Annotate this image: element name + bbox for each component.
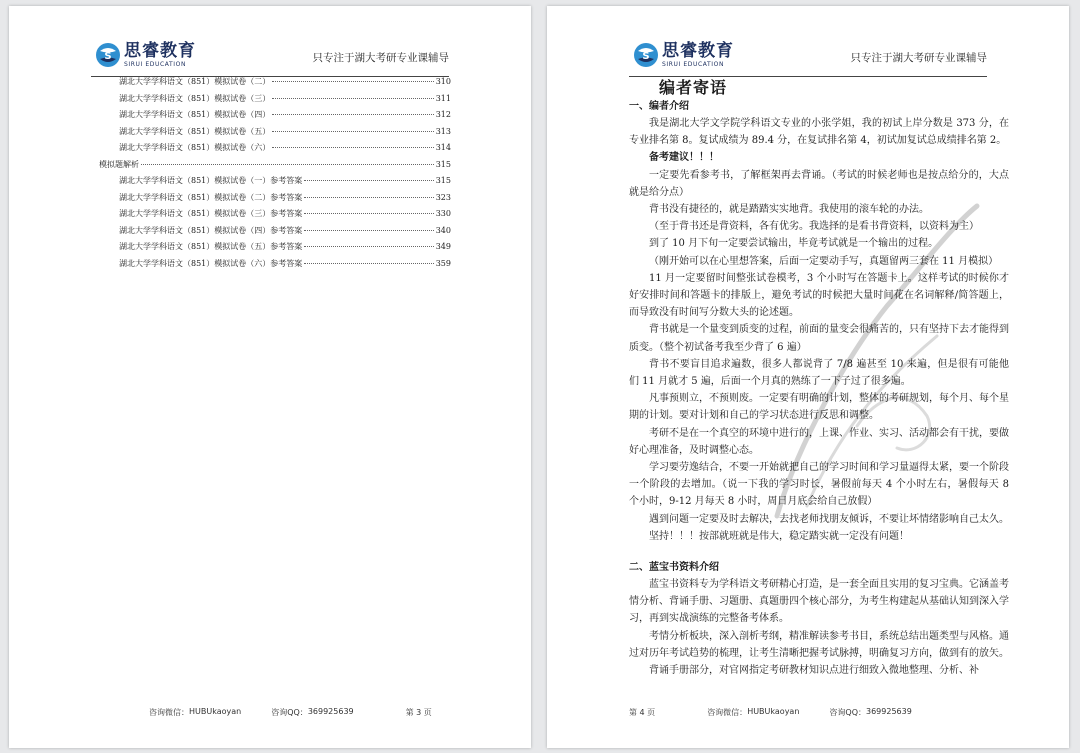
- intro-paragraph: 我是湖北大学文学院学科语文专业的小张学姐，我的初试上岸分数是 373 分，在专业排名第 8。复试成绩为 89.4 分，在复试排名第 4，初试加复试总成绩排名第 2。: [629, 118, 1009, 147]
- toc-entry[interactable]: [119, 258, 451, 269]
- toc-entry-page: 312: [435, 110, 451, 119]
- toc-entry[interactable]: [119, 175, 451, 186]
- footer-page-number: 第 4 页: [629, 708, 656, 717]
- paragraph: 11 月一定要留时间整张试卷模考，3 个小时写在答题卡上。这样考试的时候你才好安排时间和答题卡的排版上，避免考试的时候把大量时间花在名词解释/简答题上，而导致没有时间写分数大头的论述题。: [629, 272, 1009, 319]
- paragraph: 学习要劳逸结合，不要一开始就把自己的学习时间和学习量逼得太紧，要一个阶段一个阶段的去增加。（说一下我的学习时长，暑假前每天 4 个小时左右，暑假每天 8 个小时，9-12 月每天 8 小时，周日月底会给自己放假）: [629, 462, 1009, 508]
- toc-entry-page: 311: [435, 93, 451, 103]
- toc-entry[interactable]: [119, 241, 451, 252]
- toc-entry[interactable]: [119, 208, 451, 219]
- paragraph: 坚持！！！按部就班就是伟大，稳定踏实就一定没有问题！: [649, 530, 909, 542]
- toc-entry-page: 323: [435, 192, 451, 202]
- section-heading: 一、编者介绍: [629, 101, 689, 112]
- toc-entry-page: 314: [435, 143, 451, 152]
- toc-entry-page: 330: [435, 209, 451, 218]
- footer-qq: 369925639: [866, 707, 912, 716]
- paragraph: 考情分析板块，深入剖析考纲，精准解读参考书目，系统总结出题类型与风格。通过对历年考试趋势的梳理，让考生清晰把握考试脉搏，明确复习方向，做到有的放矢。: [629, 630, 1009, 659]
- toc-entry-title: 湖北大学学科语文（851）模拟试卷（四）: [119, 110, 271, 119]
- toc-entry[interactable]: [119, 192, 451, 203]
- logo-english-text: SIRUI EDUCATION: [662, 60, 725, 68]
- paragraph: （刚开始可以在心里想答案，后面一定要动手写，真题留两三套在 11 月模拟）: [649, 255, 999, 267]
- toc-entry[interactable]: [119, 126, 451, 137]
- toc-entry-title: 湖北大学学科语文（851）模拟试卷（四）参考答案: [119, 225, 303, 235]
- toc-entry-title: 湖北大学学科语文（851）模拟试卷（六）: [119, 143, 271, 152]
- toc-entry-title: 湖北大学学科语文（851）模拟试卷（三）参考答案: [119, 209, 303, 218]
- svg-text:S: S: [104, 51, 112, 62]
- document-page-4: [547, 6, 1069, 748]
- toc-entry[interactable]: [119, 142, 451, 153]
- toc-section-entry[interactable]: [99, 159, 451, 170]
- toc-entry-page: 359: [435, 258, 451, 268]
- header-slogan: 只专注于湖大考研专业课辅导: [312, 52, 449, 64]
- section-heading: 二、蓝宝书资料介绍: [629, 562, 719, 574]
- page-footer: [629, 703, 912, 718]
- footer-qq-label: 咨询QQ：: [271, 708, 308, 717]
- footer-wechat-label: 咨询微信：: [707, 708, 748, 717]
- toc-entry-title: 湖北大学学科语文（851）模拟试卷（一）参考答案: [119, 176, 303, 185]
- toc-entry-page: 315: [435, 159, 451, 169]
- paragraph: 背书不要盲目追求遍数，很多人都说背了 7/8 遍甚至 10 来遍，但是很有可能他们 11 月就才 5 遍，后面一个月真的熟练了一下子过了很多遍。: [629, 358, 1009, 388]
- toc-entry-page: 313: [435, 126, 451, 136]
- toc-entry-page: 310: [435, 77, 451, 86]
- paragraph: 蓝宝书资料专为学科语文考研精心打造，是一套全面且实用的复习宝典。它涵盖考情分析、背诵手册、习题册、真题册四个核心部分，为考生构建起从基础认知到深入学习，再到实战演练的完整备考体系。: [629, 579, 1009, 625]
- header-slogan: 只专注于湖大考研专业课辅导: [850, 52, 987, 64]
- paragraph: 到了 10 月下旬一定要尝试输出，毕竟考试就是一个输出的过程。: [649, 238, 939, 250]
- toc-entry[interactable]: [119, 93, 451, 104]
- toc-entry-page: 315: [435, 176, 451, 185]
- paragraph: 凡事预则立，不预则废。一定要有明确的计划，整体的考研规划，每个月、每个星期的计划。要对计划和自己的学习状态进行反思和调整。: [629, 393, 1009, 422]
- footer-page-number: 第 3 页: [405, 708, 432, 717]
- toc-entry-title: 湖北大学学科语文（851）模拟试卷（二）: [119, 77, 271, 86]
- sirui-logo-icon: [633, 42, 659, 68]
- toc-entry-page: 349: [435, 242, 451, 251]
- footer-wechat-label: 咨询微信：: [149, 708, 189, 717]
- brand-logo: [633, 42, 734, 68]
- footer-qq: 369925639: [307, 707, 354, 716]
- paragraph: 一定要先看参考书，了解框架再去背诵。（考试的时候老师也是按点给分的，大点就是给分点）: [629, 169, 1009, 198]
- page-content: [629, 76, 1009, 679]
- toc-entry-title: 湖北大学学科语文（851）模拟试卷（六）参考答案: [119, 258, 303, 268]
- footer-wechat: HUBUkaoyan: [747, 707, 800, 716]
- toc-entry-title: 湖北大学学科语文（851）模拟试卷（五）参考答案: [119, 242, 303, 251]
- page-header: [629, 42, 987, 77]
- page-footer: [149, 707, 432, 718]
- paragraph: 背书没有捷径的，就是踏踏实实地背。我使用的滚车轮的办法。: [649, 204, 929, 216]
- toc-entry-title: 湖北大学学科语文（851）模拟试卷（三）: [119, 93, 271, 103]
- paragraph: 背书就是一个量变到质变的过程，前面的量变会很痛苦的，只有坚持下去才能得到质变。（整个初试备考我至少背了 6 遍）: [629, 324, 1009, 353]
- page-title: 编者寄语: [659, 78, 728, 97]
- toc-entry[interactable]: [119, 109, 451, 120]
- toc-entry-page: 340: [435, 225, 451, 235]
- toc-entry[interactable]: [119, 76, 451, 87]
- page-header: [91, 42, 449, 77]
- toc-entry-title: 湖北大学学科语文（851）模拟试卷（二）参考答案: [119, 192, 303, 202]
- svg-text:S: S: [642, 51, 650, 62]
- brand-logo: [95, 42, 196, 68]
- logo-english-text: SIRUI EDUCATION: [124, 60, 187, 68]
- paragraph: 背诵手册部分，对官网指定考研教材知识点进行细致入微地整理、分析、补: [649, 665, 979, 677]
- toc-entry[interactable]: [119, 225, 451, 236]
- footer-wechat: HUBUkaoyan: [189, 707, 242, 716]
- sirui-logo-icon: [95, 42, 121, 68]
- toc-entry-title: 模拟题解析: [99, 159, 139, 169]
- footer-qq-label: 咨询QQ：: [829, 708, 866, 717]
- advice-heading: 备考建议！！！: [649, 152, 719, 164]
- paragraph: （至于背书还是背资料，各有优劣。我选择的是看书背资料，以资料为主）: [649, 221, 979, 233]
- paragraph: 考研不是在一个真空的环境中进行的，上课、作业、实习、活动都会有干扰，要做好心理准备，及时调整心态。: [629, 427, 1009, 456]
- document-page-3: [9, 6, 531, 748]
- toc-entry-title: 湖北大学学科语文（851）模拟试卷（五）: [119, 126, 271, 136]
- paragraph: 遇到问题一定要及时去解决，去找老师找朋友倾诉，不要让坏情绪影响自己太久。: [649, 513, 1009, 525]
- logo-chinese-text: 思睿教育: [662, 40, 734, 61]
- logo-chinese-text: 思睿教育: [124, 40, 196, 61]
